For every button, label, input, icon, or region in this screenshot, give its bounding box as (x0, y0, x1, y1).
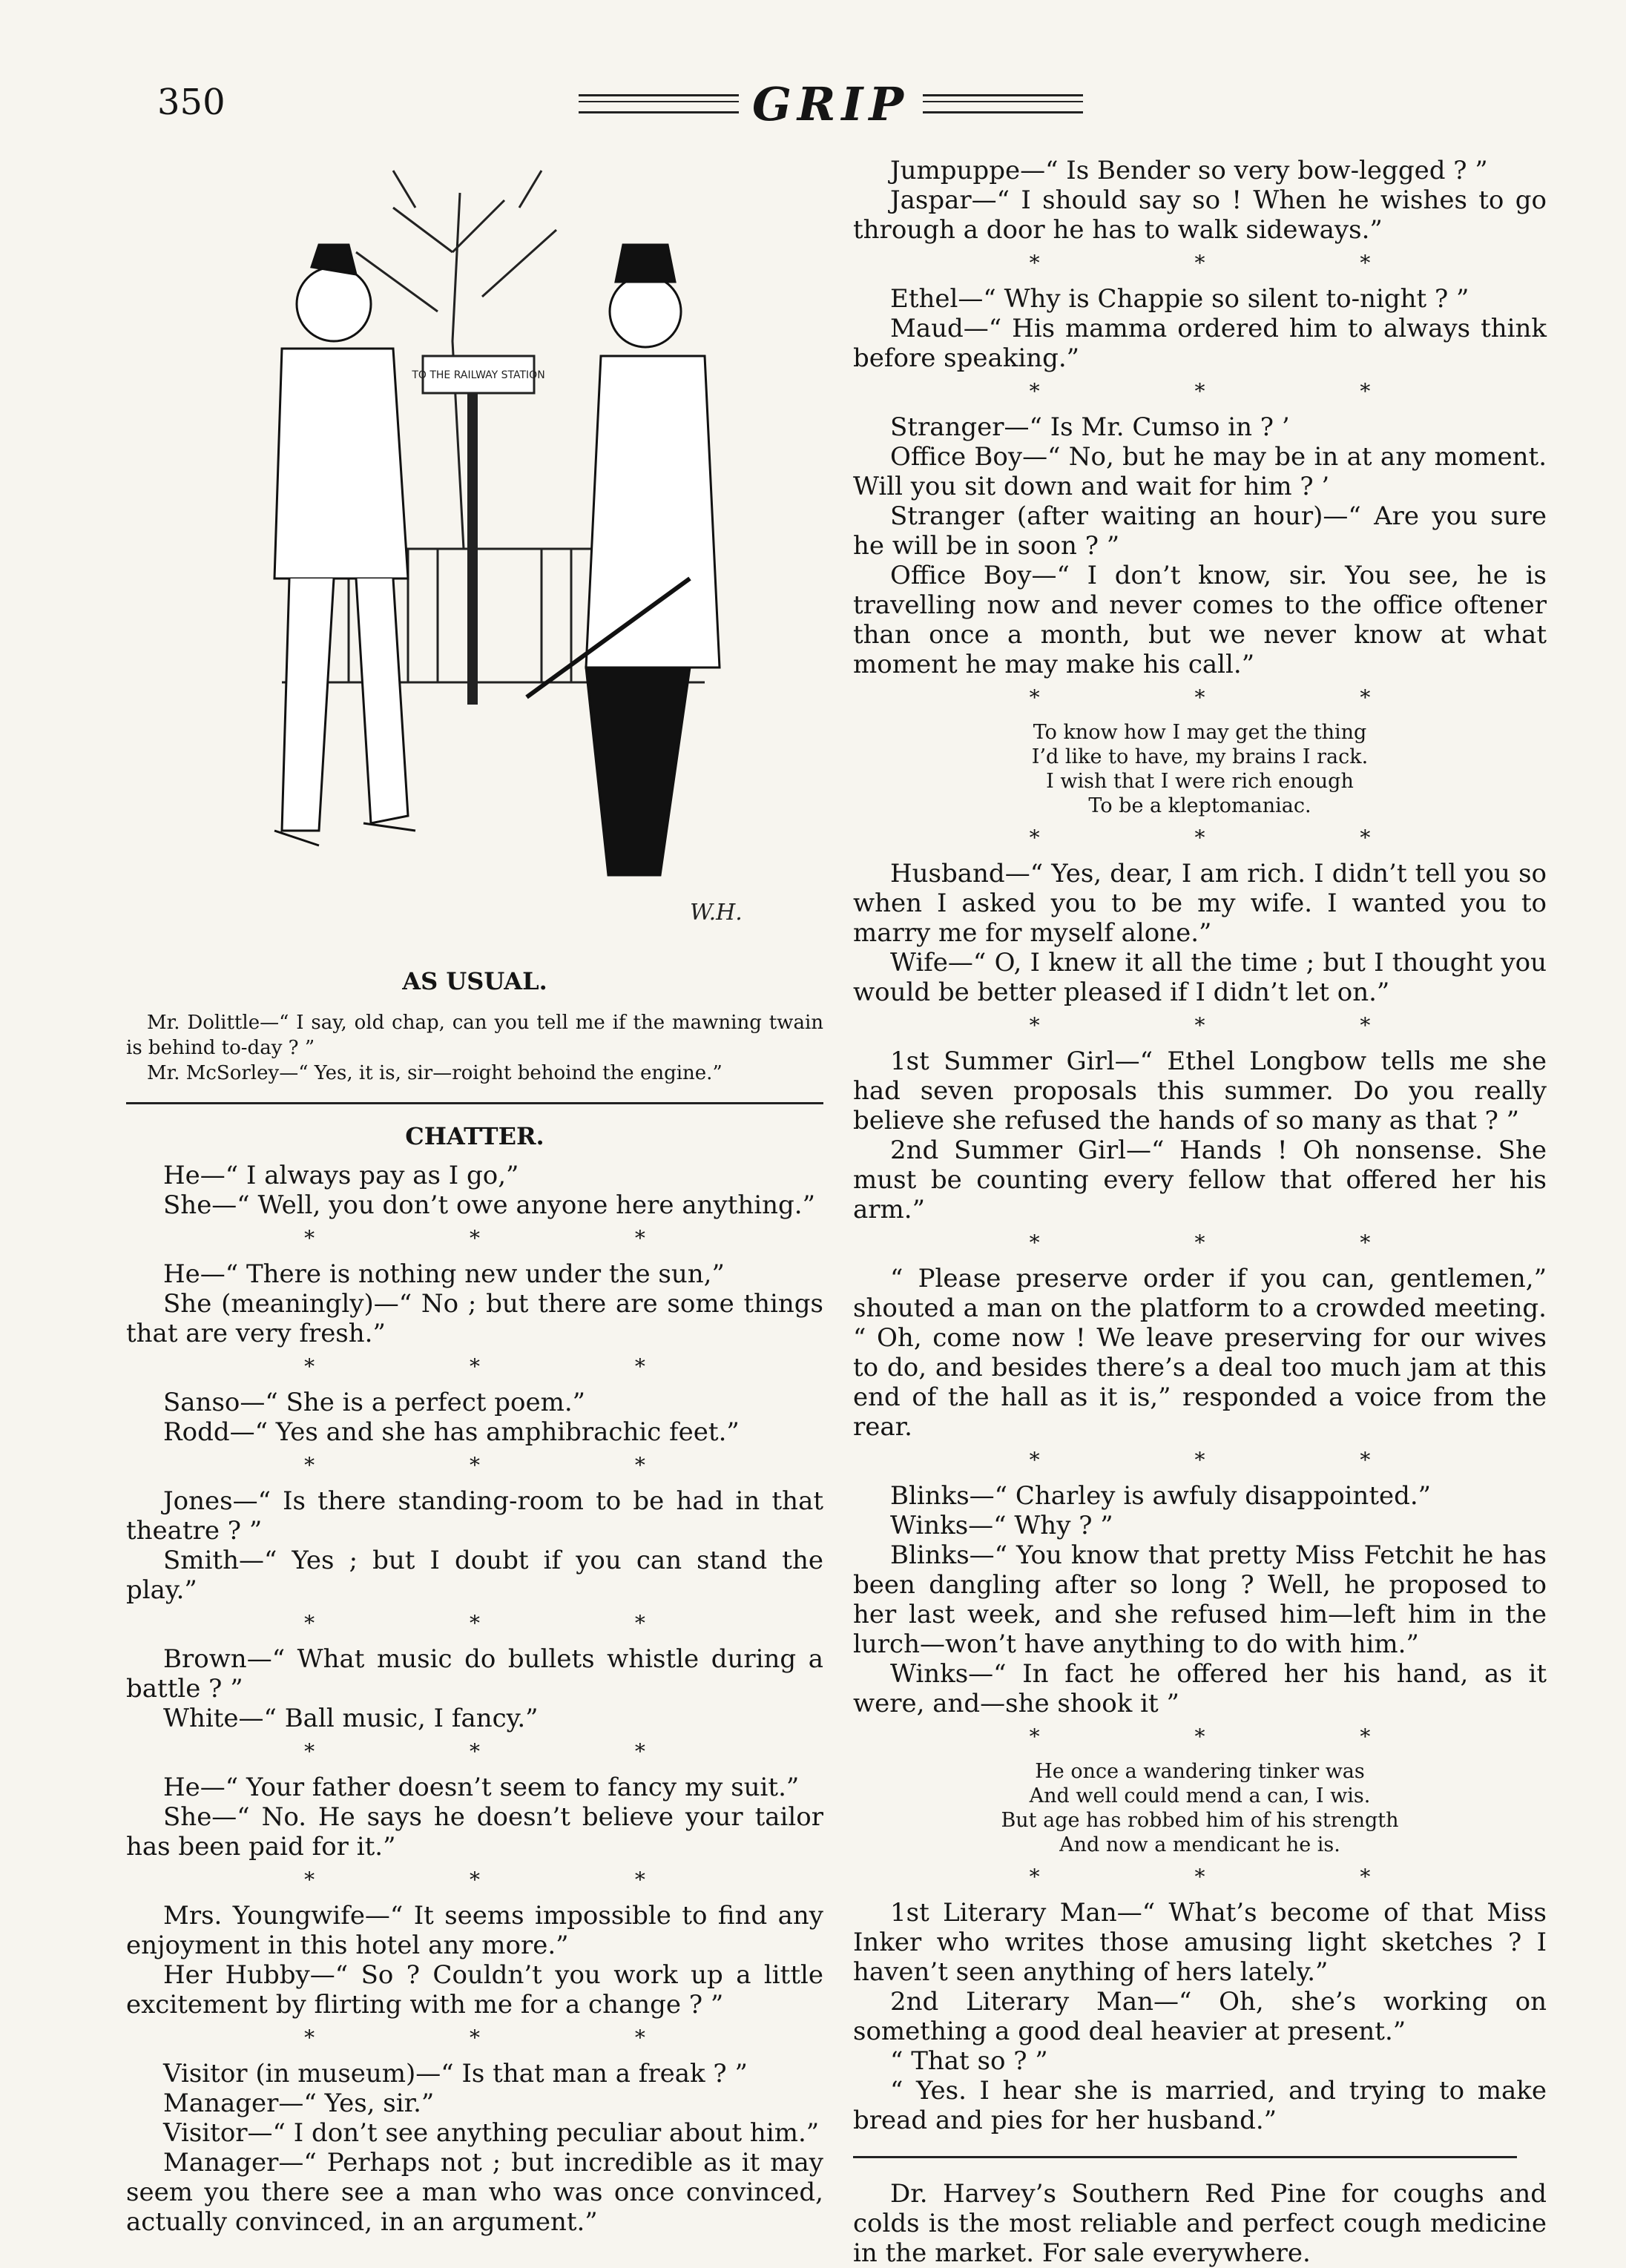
masthead-rule-left (579, 94, 739, 113)
paragraph: 1st Summer Girl—“ Ethel Longbow tells me she had seven proposals this summer. Do you really believe she refused the hands of so many as that ? ” (853, 1046, 1547, 1135)
artist-signature: W.H. (690, 900, 743, 926)
asterism: * * * (1029, 685, 1445, 710)
paragraph: Winks—“ Why ? ” (890, 1511, 1113, 1540)
paragraph: Maud—“ His mamma ordered him to always think before speaking.” (853, 314, 1547, 373)
asterism: * * * (1029, 1230, 1445, 1255)
asterism: * * * (1029, 1724, 1445, 1749)
paragraph: Jaspar—“ I should say so ! When he wishes to go through a door he has to walk sideways.” (853, 185, 1547, 245)
asterism: * * * (304, 1739, 720, 1764)
paragraph: He—“ Your father doesn’t seem to fancy my suit.” (163, 1773, 800, 1802)
asterism: * * * (1029, 1013, 1445, 1038)
asterism: * * * (304, 1226, 720, 1250)
paragraph: He—“ There is nothing new under the sun,” (163, 1259, 725, 1289)
asterism: * * * (1029, 379, 1445, 403)
asterism: * * * (1029, 1448, 1445, 1472)
asterism: * * * (304, 1611, 720, 1635)
paragraph: Winks—“ In fact he offered her his hand, as it were, and—she shook it ” (853, 1659, 1547, 1718)
asterism: * * * (304, 1868, 720, 1892)
paragraph: Visitor—“ I don’t see anything peculiar about him.” (163, 2118, 820, 2148)
caption-title: AS USUAL. (402, 967, 547, 995)
caption-line: Mr. McSorley—“ Yes, it is, sir—roight behoind the engine.” (147, 1062, 723, 1084)
cartoon-illustration (171, 163, 779, 949)
paragraph: 2nd Summer Girl—“ Hands ! Oh nonsense. She must be counting every fellow that offered her his arm.” (853, 1135, 1547, 1224)
paragraph: Wife—“ O, I knew it all the time ; but I thought you would be better pleased if I didn’t let on.” (853, 948, 1547, 1007)
paragraph: “ Please preserve order if you can, gentlemen,” shouted a man on the platform to a crowded meeting. “ Oh, come now ! We leave preserving for our wives to do, and besides there’s a deal too much jam at this end of the hall as it is,” responded a voice from the rear. (853, 1264, 1547, 1442)
divider-rule (853, 2156, 1517, 2158)
asterism: * * * (1029, 251, 1445, 275)
paragraph: Rodd—“ Yes and she has amphibrachic feet.” (163, 1417, 740, 1447)
caption-line: Mr. Dolittle—“ I say, old chap, can you tell me if the mawning twain is behind to-day ? ” (126, 1012, 823, 1059)
poem-line: I’d like to have, my brains I rack. (1031, 745, 1369, 768)
divider-rule (126, 1102, 823, 1104)
right-column (853, 156, 1547, 2268)
paragraph: Her Hubby—“ So ? Couldn’t you work up a little excitement by flirting with me for a change ? ” (126, 1960, 823, 2020)
asterism: * * * (1029, 825, 1445, 850)
paragraph: Office Boy—“ No, but he may be in at any moment. Will you sit down and wait for him ? ’ (853, 442, 1547, 501)
poem (853, 720, 1547, 818)
paragraph: Blinks—“ You know that pretty Miss Fetchit he has been dangling after so long ? Well, he proposed to her last week, and she refused him—left him in the lurch—won’t have anything to do with him.” (853, 1540, 1547, 1659)
masthead-rule-right (923, 94, 1083, 113)
paragraph: Smith—“ Yes ; but I doubt if you can stand the play.” (126, 1546, 823, 1605)
poem-line: To know how I may get the thing (1033, 721, 1367, 744)
chatter-title: CHATTER. (405, 1122, 544, 1150)
asterism: * * * (304, 1453, 720, 1477)
paragraph: 1st Literary Man—“ What’s become of that Miss Inker who writes those amusing light sketches ? I haven’t seen anything of hers lately.” (853, 1898, 1547, 1987)
paragraph: Husband—“ Yes, dear, I am rich. I didn’t tell you so when I asked you to be my wife. I wanted you to marry me for myself alone.” (853, 859, 1547, 948)
poem-line: He once a wandering tinker was (1035, 1760, 1365, 1783)
masthead-title: GRIP (751, 76, 910, 131)
asterism: * * * (304, 1354, 720, 1379)
poem-line: And well could mend a can, I wis. (1029, 1784, 1371, 1807)
paragraph: White—“ Ball music, I fancy.” (163, 1704, 539, 1733)
paragraph: Jumpuppe—“ Is Bender so very bow-legged ? ” (890, 156, 1488, 185)
poem (853, 1759, 1547, 1857)
asterism: * * * (1029, 1865, 1445, 1889)
page-number: 350 (157, 82, 226, 123)
paragraph: Blinks—“ Charley is awfuly disappointed.” (890, 1481, 1432, 1511)
paragraph: Manager—“ Yes, sir.” (163, 2089, 435, 2118)
paragraph: “ Yes. I hear she is married, and trying to make bread and pies for her husband.” (853, 2076, 1547, 2135)
advertisement: Dr. Harvey’s Southern Red Pine for coughs and colds is the most reliable and perfect cough medicine in the market. For sale everywhere. (853, 2179, 1547, 2268)
left-column (126, 156, 823, 2237)
paragraph: He—“ I always pay as I go,” (163, 1161, 519, 1190)
paragraph: Jones—“ Is there standing-room to be had in that theatre ? ” (126, 1486, 823, 1546)
paragraph: Sanso—“ She is a perfect poem.” (163, 1388, 586, 1417)
paragraph: 2nd Literary Man—“ Oh, she’s working on something a good deal heavier at present.” (853, 1987, 1547, 2046)
paragraph: Brown—“ What music do bullets whistle during a battle ? ” (126, 1644, 823, 1704)
paragraph: “ That so ? ” (890, 2046, 1048, 2076)
paragraph: She—“ No. He says he doesn’t believe your tailor has been paid for it.” (126, 1802, 823, 1862)
paragraph: Stranger—“ Is Mr. Cumso in ? ’ (890, 412, 1290, 442)
sign-text: TO THE RAILWAY STATION (412, 369, 545, 381)
paragraph: Ethel—“ Why is Chappie so silent to-night ? ” (890, 284, 1469, 314)
paragraph: Office Boy—“ I don’t know, sir. You see, he is travelling now and never comes to the office oftener than once a month, but we never know at what moment he may make his call.” (853, 561, 1547, 679)
poem-line: I wish that I were rich enough (1046, 770, 1354, 793)
poem-line: And now a mendicant he is. (1059, 1833, 1340, 1856)
asterism: * * * (304, 2025, 720, 2050)
paragraph: She (meaningly)—“ No ; but there are some things that are very fresh.” (126, 1289, 823, 1348)
poem-line: But age has robbed him of his strength (1001, 1809, 1399, 1832)
masthead (579, 74, 1083, 133)
paragraph: She—“ Well, you don’t owe anyone here anything.” (163, 1190, 815, 1220)
poem-line: To be a kleptomaniac. (1088, 794, 1311, 817)
paragraph: Visitor (in museum)—“ Is that man a freak ? ” (163, 2059, 748, 2089)
paragraph: Mrs. Youngwife—“ It seems impossible to find any enjoyment in this hotel any more.” (126, 1901, 823, 1960)
paragraph: Stranger (after waiting an hour)—“ Are you sure he will be in soon ? ” (853, 501, 1547, 561)
paragraph: Manager—“ Perhaps not ; but incredible as it may seem you there see a man who was once convinced, actually convinced, in an argument.” (126, 2148, 823, 2237)
